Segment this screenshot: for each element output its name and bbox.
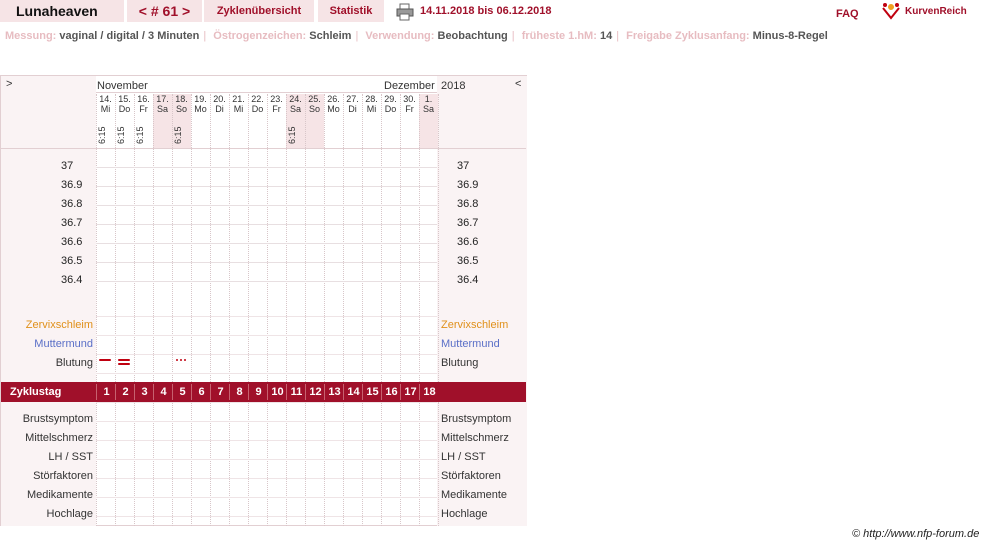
grid-line: [229, 94, 230, 382]
release-label: Freigabe Zyklusanfang:: [626, 30, 750, 42]
row-label: LH / SST: [48, 451, 93, 463]
day-header[interactable]: [191, 94, 210, 148]
cycle-day-bar: [1, 382, 526, 402]
row-label: Mittelschmerz: [25, 432, 93, 444]
measure-time: 6:15: [116, 126, 126, 144]
cycle-day-number: 13: [324, 384, 344, 400]
day-date: 1.: [424, 94, 433, 104]
measure-time: 6:15: [287, 126, 297, 144]
day-weekday: Sa: [289, 104, 301, 114]
grid-row-line: [96, 478, 437, 479]
grid-row-line: [96, 440, 437, 441]
day-date: 29.: [384, 94, 397, 104]
cycle-day-number: 11: [286, 384, 306, 400]
cycle-day-number: 5: [172, 384, 192, 400]
temp-gridline: [96, 281, 437, 282]
measure-time: 6:15: [173, 126, 183, 144]
row-label: Brustsymptom: [22, 413, 93, 425]
row-label: Hochlage: [46, 508, 93, 520]
day-date: 18.: [175, 94, 188, 104]
grid-line: [400, 94, 401, 382]
day-header[interactable]: [115, 94, 134, 148]
temp-label: 36.4: [61, 274, 83, 286]
temp-label: 36.9: [61, 179, 83, 191]
cycle-chart: [0, 75, 527, 526]
day-header[interactable]: [172, 94, 191, 148]
usage-label: Verwendung:: [365, 30, 435, 42]
grid-row-line: [96, 354, 437, 355]
cycle-day-number: 6: [191, 384, 211, 400]
row-label-right: Mittelschmerz: [441, 432, 509, 444]
temp-gridline: [96, 224, 437, 225]
cycle-day-number: 15: [362, 384, 382, 400]
day-weekday: Sa: [156, 104, 168, 114]
day-date: 20.: [213, 94, 226, 104]
day-weekday: Mi: [366, 104, 377, 114]
grid-row-line: [96, 497, 437, 498]
day-header[interactable]: [134, 94, 153, 148]
day-date: 30.: [403, 94, 416, 104]
temp-label-right: 36.8: [457, 198, 479, 210]
chart-year: 2018: [441, 80, 466, 92]
temp-gridline: [96, 167, 437, 168]
grid-row-line: [96, 516, 437, 517]
grid-line: [286, 94, 287, 382]
month-december: Dezember: [384, 80, 435, 92]
footer-credit: © http://www.nfp-forum.de: [852, 528, 980, 540]
day-weekday: Mi: [233, 104, 244, 114]
day-header[interactable]: [419, 94, 438, 148]
tab-cycle-overview[interactable]: Zyklenübersicht: [204, 0, 314, 22]
day-date: 28.: [365, 94, 378, 104]
grid-line: [419, 94, 420, 382]
temp-label-right: 37: [457, 160, 470, 172]
grid-row-line: [96, 421, 437, 422]
grid-line: [362, 94, 363, 382]
day-weekday: Fr: [139, 104, 148, 114]
row-label-right: Störfaktoren: [441, 470, 501, 482]
day-weekday: Fr: [405, 104, 414, 114]
day-date: 17.: [156, 94, 169, 104]
day-date: 14.: [99, 94, 112, 104]
grid-line: [115, 94, 116, 382]
earliest-label: früheste 1.hM:: [521, 30, 597, 42]
day-header[interactable]: [286, 94, 305, 148]
user-name: Lunaheaven: [0, 0, 124, 22]
row-label-cervical-mucus: Zervixschleim: [25, 319, 93, 331]
day-weekday: Fr: [272, 104, 281, 114]
grid-row-line: [96, 402, 437, 403]
grid-line: [210, 94, 211, 382]
bleeding-spotting-dot: [184, 359, 186, 361]
temp-label-right: 36.7: [457, 217, 479, 229]
temp-label-right: 36.6: [457, 236, 479, 248]
row-label-right: Hochlage: [441, 508, 488, 520]
row-label-right: LH / SST: [441, 451, 486, 463]
cycle-navigation[interactable]: < # 61 >: [127, 0, 202, 22]
cycle-day-number: 7: [210, 384, 230, 400]
cycle-day-number: 16: [381, 384, 401, 400]
grid-line: [438, 94, 439, 382]
bleeding-spotting-dot: [176, 359, 178, 361]
brand-name: KurvenReich: [905, 5, 967, 17]
day-date: 27.: [346, 94, 359, 104]
grid-line: [248, 94, 249, 382]
temp-gridline: [96, 243, 437, 244]
month-november: November: [97, 80, 148, 92]
day-date: 23.: [270, 94, 283, 104]
earliest-value: 14: [599, 30, 613, 42]
cycle-day-number: 3: [134, 384, 154, 400]
temp-label: 36.7: [61, 217, 83, 229]
grid-line: [381, 94, 382, 382]
bleeding-strong-mark: [99, 359, 111, 361]
cycle-day-number: 10: [267, 384, 287, 400]
day-header[interactable]: [96, 94, 115, 148]
cycle-day-number: 14: [343, 384, 363, 400]
cycle-day-number: 2: [115, 384, 135, 400]
brand-icon: [881, 2, 901, 20]
temp-gridline: [96, 205, 437, 206]
measure-time: 6:15: [135, 126, 145, 144]
temp-gridline: [96, 262, 437, 263]
usage-value: Beobachtung: [437, 30, 508, 42]
tab-statistics[interactable]: Statistik: [318, 0, 384, 22]
cycle-day-number: 12: [305, 384, 325, 400]
cycle-day-number: 4: [153, 384, 173, 400]
day-date: 16.: [137, 94, 150, 104]
row-label-bleeding-right: Blutung: [441, 357, 479, 369]
date-range: 14.11.2018 bis 06.12.2018: [420, 5, 552, 17]
day-header[interactable]: [229, 94, 248, 148]
day-weekday: Do: [251, 104, 264, 114]
grid-row-line: [96, 373, 437, 374]
grid-line: [305, 94, 306, 382]
day-date: 21.: [232, 94, 245, 104]
grid-line: [134, 94, 135, 382]
temp-label-right: 36.9: [457, 179, 479, 191]
temp-label-right: 36.5: [457, 255, 479, 267]
row-label-right: Medikamente: [441, 489, 508, 501]
day-date: 15.: [118, 94, 131, 104]
settings-summary: Messung: vaginal / digital / 3 Minuten | Östrogenzeichen: Schleim | Verwendung: Beobachtung | früheste 1.hM: 14 | Freigabe Zyklusanfang: Minus-8-Regel: [5, 30, 828, 42]
grid-row-line: [96, 335, 437, 336]
day-weekday: Do: [384, 104, 397, 114]
day-header[interactable]: [343, 94, 362, 148]
day-header[interactable]: [210, 94, 229, 148]
day-weekday: Do: [118, 104, 131, 114]
row-label: Medikamente: [26, 489, 93, 501]
row-label: Störfaktoren: [33, 470, 93, 482]
chart-nav-left[interactable]: >: [6, 78, 13, 90]
grid-line: [324, 94, 325, 382]
cycle-day-number: 17: [400, 384, 420, 400]
cycle-day-number: 9: [248, 384, 268, 400]
day-weekday: Mo: [327, 104, 340, 114]
day-weekday: So: [308, 104, 320, 114]
day-header[interactable]: [267, 94, 286, 148]
day-header[interactable]: [248, 94, 267, 148]
printer-icon[interactable]: [396, 3, 414, 24]
estrogen-label: Östrogenzeichen:: [213, 30, 307, 42]
day-weekday: Mo: [194, 104, 207, 114]
grid-line: [153, 94, 154, 382]
day-header[interactable]: [305, 94, 324, 148]
row-label-cervix-right: Muttermund: [441, 338, 500, 350]
measure-label: Messung:: [5, 30, 57, 42]
grid-line: [96, 94, 97, 382]
cycle-day-number: 8: [229, 384, 249, 400]
temp-label: 37: [61, 160, 74, 172]
grid-row-line: [96, 459, 437, 460]
temp-label: 36.5: [61, 255, 83, 267]
row-label-right: Brustsymptom: [441, 413, 512, 425]
grid-line: [172, 94, 173, 382]
day-date: 26.: [327, 94, 340, 104]
bleeding-strong-mark: [118, 363, 130, 365]
faq-link[interactable]: FAQ: [836, 8, 859, 20]
temp-label-right: 36.4: [457, 274, 479, 286]
day-header[interactable]: [400, 94, 419, 148]
temp-label: 36.8: [61, 198, 83, 210]
day-date: 19.: [194, 94, 207, 104]
day-date: 25.: [308, 94, 321, 104]
grid-line: [191, 94, 192, 382]
chart-nav-right[interactable]: <: [515, 78, 522, 90]
grid-line: [267, 94, 268, 382]
bleeding-strong-mark: [118, 359, 130, 361]
day-weekday: Mi: [100, 104, 111, 114]
temp-label: 36.6: [61, 236, 83, 248]
estrogen-value: Schleim: [309, 30, 352, 42]
measure-value: vaginal / digital / 3 Minuten: [59, 30, 200, 42]
day-weekday: Di: [348, 104, 357, 114]
row-label-bleeding: Blutung: [55, 357, 93, 369]
day-header[interactable]: [381, 94, 400, 148]
brand-logo[interactable]: [881, 2, 967, 20]
day-weekday: Di: [215, 104, 224, 114]
grid-line: [343, 94, 344, 382]
cycle-day-number: 18: [419, 384, 439, 400]
row-label-cervix: Muttermund: [34, 338, 93, 350]
day-date: 24.: [289, 94, 302, 104]
day-date: 22.: [251, 94, 264, 104]
day-header[interactable]: [153, 94, 172, 148]
day-weekday: Sa: [422, 104, 434, 114]
grid-line: [438, 402, 439, 526]
cycle-day-label: Zyklustag: [10, 386, 62, 398]
day-header[interactable]: [362, 94, 381, 148]
grid-row-line: [96, 316, 437, 317]
temp-gridline: [96, 186, 437, 187]
cycle-day-number: 1: [96, 384, 116, 400]
measure-time: 6:15: [97, 126, 107, 144]
row-label-cervical-mucus-right: Zervixschleim: [441, 319, 509, 331]
day-header[interactable]: [324, 94, 343, 148]
bleeding-spotting-dot: [180, 359, 182, 361]
day-weekday: So: [175, 104, 187, 114]
release-value: Minus-8-Regel: [752, 30, 828, 42]
